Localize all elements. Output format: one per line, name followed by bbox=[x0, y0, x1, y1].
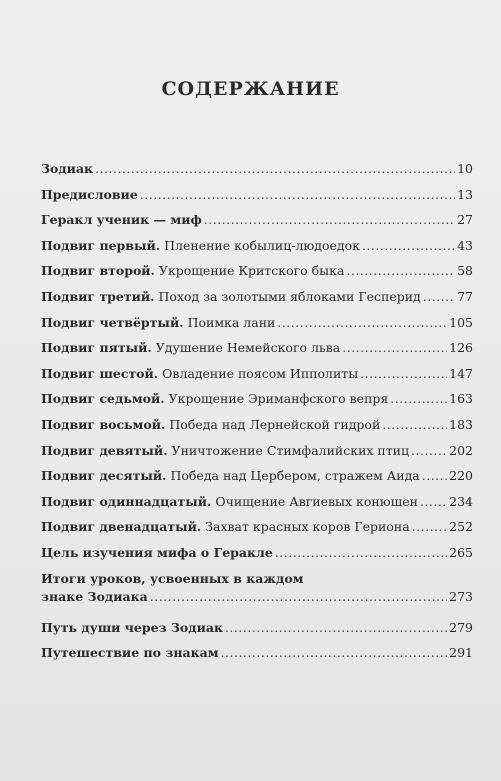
toc-entry bbox=[41, 519, 473, 545]
toc-entry bbox=[41, 289, 473, 315]
toc-entry-heading: Подвиг пятый. bbox=[41, 340, 152, 356]
toc-entry bbox=[41, 545, 473, 571]
toc-leader-dots bbox=[422, 468, 447, 483]
toc-entry-page: 58 bbox=[457, 263, 473, 279]
toc-leader-dots bbox=[411, 443, 447, 458]
toc-leader-dots bbox=[140, 187, 455, 202]
toc-leader-dots bbox=[423, 289, 455, 304]
toc-entry-page: 234 bbox=[449, 493, 473, 509]
toc-entry-heading: Подвиг десятый. bbox=[41, 468, 167, 484]
toc-entry-heading: Путешествие по знакам bbox=[41, 645, 219, 661]
toc-entry-subtitle: Победа над Лернейской гидрой bbox=[169, 416, 381, 432]
toc-leader-dots bbox=[360, 366, 447, 381]
toc-entry-subtitle: Овладение поясом Ипполиты bbox=[162, 365, 359, 381]
toc-leader-dots bbox=[225, 620, 447, 635]
toc-entry-subtitle: Пленение кобылиц-людоедок bbox=[164, 237, 360, 253]
toc-entry-heading: Подвиг седьмой. bbox=[41, 391, 165, 407]
toc-entry-subtitle: Поход за золотыми яблоками Гесперид bbox=[158, 288, 421, 304]
toc-entry bbox=[41, 443, 473, 469]
toc-entry bbox=[41, 494, 473, 520]
toc-entry-page: 27 bbox=[457, 212, 473, 228]
toc-entry-heading: Предисловие bbox=[41, 186, 138, 202]
toc-leader-dots bbox=[204, 212, 455, 227]
toc-entry-page: 77 bbox=[457, 288, 473, 304]
toc-entry bbox=[41, 620, 473, 646]
toc-entries bbox=[41, 161, 473, 571]
toc-entry bbox=[41, 263, 473, 289]
toc-entry-heading: Путь души через Зодиак bbox=[41, 619, 223, 635]
toc-leader-dots bbox=[420, 494, 447, 509]
toc-entry bbox=[41, 645, 473, 671]
toc-entry-heading: Подвиг девятый. bbox=[41, 442, 168, 458]
toc-entry-heading: Подвиг третий. bbox=[41, 288, 155, 304]
toc-entry-subtitle: Укрощение Критского быка bbox=[158, 263, 345, 279]
toc-entry-multiline bbox=[41, 571, 473, 620]
toc-entry bbox=[41, 391, 473, 417]
toc-entry bbox=[41, 187, 473, 213]
toc-entry-heading: Подвиг восьмой. bbox=[41, 416, 166, 432]
page-title: СОДЕРЖАНИЕ bbox=[161, 78, 340, 100]
toc-entry-page: 291 bbox=[449, 645, 473, 661]
toc-entry-page: 273 bbox=[449, 588, 473, 604]
toc-leader-dots bbox=[342, 340, 447, 355]
toc-entry-page: 126 bbox=[449, 340, 473, 356]
toc-entry-subtitle: Укрощение Эриманфского вепря bbox=[168, 391, 389, 407]
toc-entry-page: 147 bbox=[449, 365, 473, 381]
toc-entry bbox=[41, 315, 473, 341]
toc-entry-subtitle: Очищение Авгиевых конюшен bbox=[215, 493, 418, 509]
toc-entry-page: 13 bbox=[457, 186, 473, 202]
toc-entry bbox=[41, 161, 473, 187]
toc-entry bbox=[41, 366, 473, 392]
toc-leader-dots bbox=[275, 545, 447, 560]
toc-entry-page: 163 bbox=[449, 391, 473, 407]
toc-entry bbox=[41, 468, 473, 494]
toc-entry-page: 279 bbox=[449, 619, 473, 635]
toc-entry-page: 183 bbox=[449, 416, 473, 432]
toc-entry-heading: Подвиг первый. bbox=[41, 237, 161, 253]
toc-entry-page: 220 bbox=[449, 468, 473, 484]
toc-leader-dots bbox=[95, 161, 455, 176]
toc-entry bbox=[41, 340, 473, 366]
toc-entry-title-line1: Итоги уроков, усвоенных в каждом bbox=[41, 570, 304, 586]
toc-entry-page: 265 bbox=[449, 544, 473, 560]
toc-entry-heading: Цель изучения мифа о Геракле bbox=[41, 544, 273, 560]
toc-entry-page: 10 bbox=[457, 161, 473, 176]
toc-leader-dots bbox=[390, 391, 447, 406]
toc-entry-heading: Подвиг четвёртый. bbox=[41, 314, 184, 330]
toc-entry-subtitle: Победа над Цербером, стражем Аида bbox=[170, 468, 420, 484]
toc-entry bbox=[41, 417, 473, 443]
toc-leader-dots bbox=[221, 645, 448, 660]
toc-entry bbox=[41, 212, 473, 238]
toc-entry-heading: Подвиг шестой. bbox=[41, 365, 159, 381]
toc-leader-dots bbox=[150, 589, 447, 604]
toc-entry-subtitle: Захват красных коров Гериона bbox=[205, 519, 410, 535]
toc-entry-page: 252 bbox=[449, 519, 473, 535]
toc-leader-dots bbox=[346, 263, 455, 278]
toc-leader-dots bbox=[277, 315, 447, 330]
toc-leader-dots bbox=[412, 519, 447, 534]
toc-entry-heading: Подвиг одиннадцатый. bbox=[41, 493, 212, 509]
toc-tail-entries bbox=[41, 620, 473, 671]
table-of-contents bbox=[41, 161, 473, 671]
toc-entry-subtitle: Поимка лани bbox=[187, 314, 276, 330]
toc-entry-heading: Зодиак bbox=[41, 161, 94, 176]
toc-entry-page: 43 bbox=[457, 237, 473, 253]
toc-entry-page: 105 bbox=[449, 314, 473, 330]
toc-entry-page: 202 bbox=[449, 442, 473, 458]
toc-entry-heading: Геракл ученик — миф bbox=[41, 212, 202, 228]
toc-entry-title-line2: знаке Зодиака bbox=[41, 588, 148, 604]
toc-entry bbox=[41, 238, 473, 264]
toc-entry-heading: Подвиг двенадцатый. bbox=[41, 519, 202, 535]
toc-entry-subtitle: Уничтожение Стимфалийских птиц bbox=[171, 442, 410, 458]
toc-leader-dots bbox=[382, 417, 447, 432]
toc-entry-heading: Подвиг второй. bbox=[41, 263, 155, 279]
toc-entry-subtitle: Удушение Немейского льва bbox=[155, 340, 341, 356]
toc-leader-dots bbox=[362, 238, 455, 253]
